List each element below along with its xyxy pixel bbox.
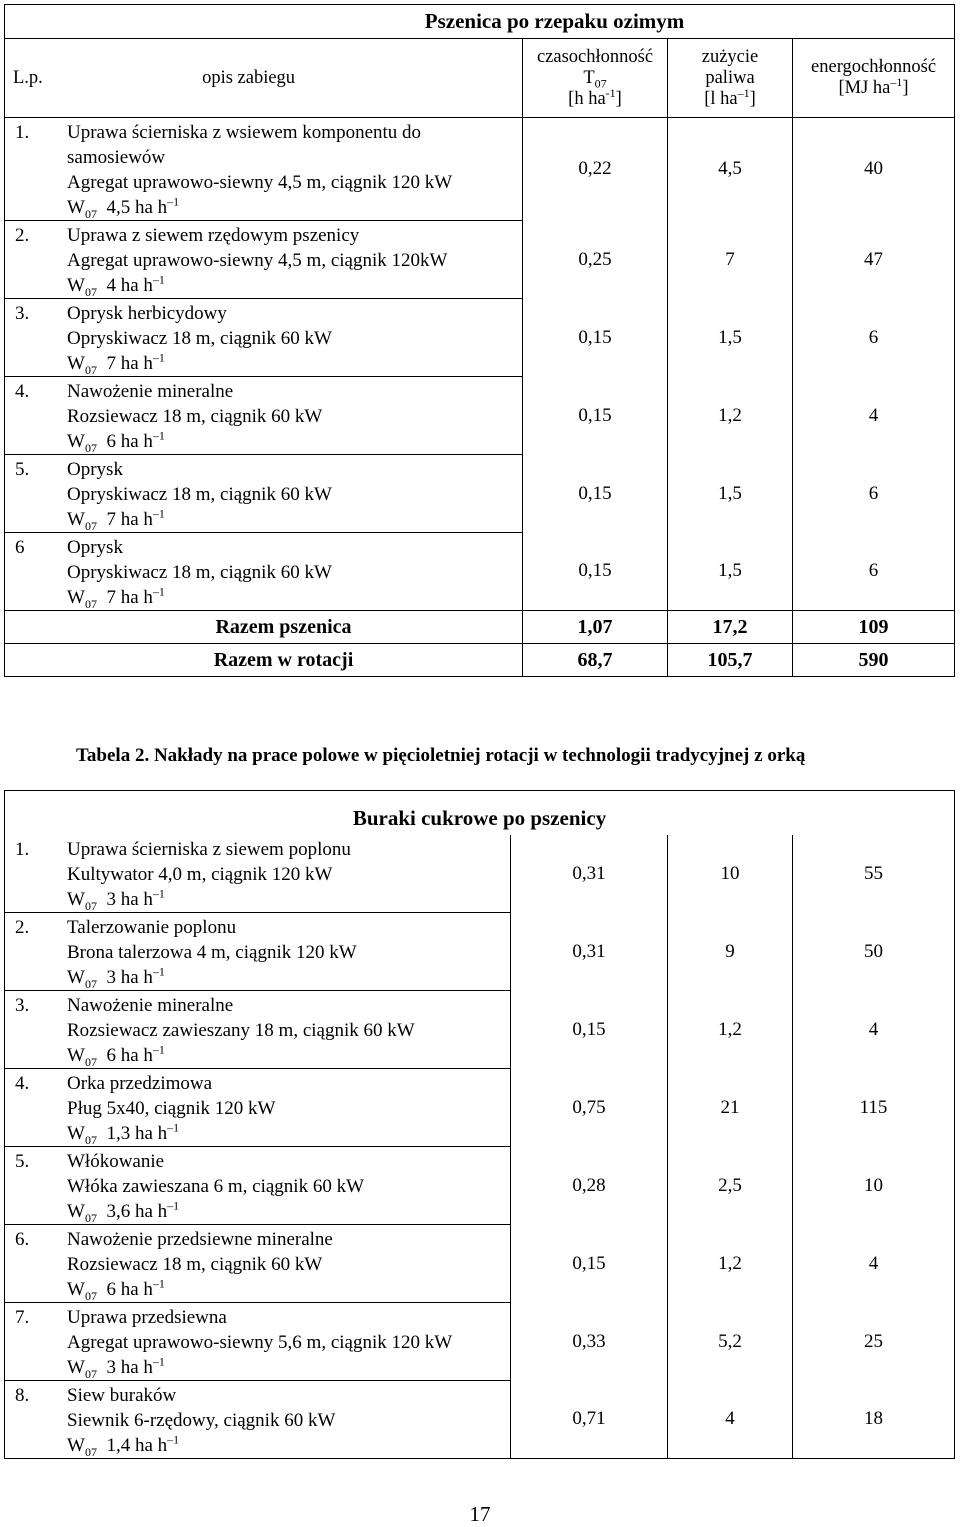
row-description-line: Uprawa z siewem rzędowym pszenicy — [67, 225, 360, 246]
row-description — [5, 1069, 511, 1147]
row-number: 5. — [15, 1151, 30, 1172]
row-energy: 4 — [793, 1225, 955, 1303]
row-description-line: Agregat uprawowo-siewny 5,6 m, ciągnik 120 kW — [67, 1332, 453, 1353]
row-energy: 50 — [793, 913, 955, 991]
row-number: 2. — [15, 225, 30, 246]
table-row — [5, 991, 955, 1069]
row-description-line: Agregat uprawowo-siewny 4,5 m, ciągnik 120 kW — [67, 172, 453, 193]
header-fuel-line2: paliwa — [705, 67, 755, 88]
row-throughput: $W_{07}$ 7 ha $h^{-1}$ — [67, 584, 165, 611]
row-description-line: Kultywator 4,0 m, ciągnik 120 kW — [67, 864, 333, 885]
table-row — [5, 1147, 955, 1225]
row-time: 0,28 — [511, 1147, 668, 1225]
row-fuel: 7 — [668, 221, 793, 299]
header-fuel-line3: [l $ha^{-1}$] — [704, 85, 756, 109]
row-number: 4. — [15, 1073, 30, 1094]
row-description-line: Agregat uprawowo-siewny 4,5 m, ciągnik 120kW — [67, 250, 448, 271]
row-description-line: Włóka zawieszana 6 m, ciągnik 60 kW — [67, 1176, 365, 1197]
row-description — [5, 1147, 511, 1225]
table-caption: Tabela 2. Nakłady na prace polowe w pięcioletniej rotacji w technologii tradycyjnej z orką — [76, 745, 806, 766]
header-fuel — [668, 39, 793, 118]
row-time: 0,15 — [523, 533, 668, 611]
row-time: 0,15 — [511, 1225, 668, 1303]
header-time-line1: czasochłonność — [536, 46, 654, 67]
row-fuel: 1,5 — [668, 299, 793, 377]
row-throughput: $W_{07}$ 1,3 ha $h^{-1}$ — [67, 1120, 180, 1147]
row-description-line: Brona talerzowa 4 m, ciągnik 120 kW — [67, 942, 357, 963]
row-description-line: Oprysk — [67, 459, 123, 480]
table-row — [5, 221, 955, 299]
row-fuel: 1,2 — [668, 377, 793, 455]
row-fuel: 1,5 — [668, 455, 793, 533]
row-description — [5, 377, 523, 455]
table-row — [5, 299, 955, 377]
row-description-line: Opryskiwacz 18 m, ciągnik 60 kW — [67, 328, 332, 349]
row-energy: 47 — [793, 221, 955, 299]
row-number: 7. — [15, 1307, 30, 1328]
row-description — [5, 299, 523, 377]
row-throughput: $W_{07}$ 6 ha $h^{-1}$ — [67, 1042, 165, 1069]
row-time: 0,15 — [523, 299, 668, 377]
total-time: 68,7 — [523, 644, 668, 677]
total-energy: 590 — [793, 644, 955, 677]
total-label: Razem pszenica — [5, 611, 523, 644]
header-energy-line2: [MJ $ha^{-1}$] — [838, 74, 909, 98]
header-desc: opis zabiegu — [202, 67, 296, 88]
row-energy: 18 — [793, 1381, 955, 1459]
table-row — [5, 377, 955, 455]
row-description-line: Uprawa ścierniska z siewem poplonu — [67, 839, 351, 860]
row-number: 1. — [15, 122, 30, 143]
row-throughput: $W_{07}$ 4,5 ha $h^{-1}$ — [67, 194, 180, 221]
row-description-line: Opryskiwacz 18 m, ciągnik 60 kW — [67, 484, 332, 505]
row-time: 0,75 — [511, 1069, 668, 1147]
row-description — [5, 455, 523, 533]
row-description-line: Uprawa ścierniska z wsiewem komponentu do — [67, 122, 422, 143]
row-description — [5, 1225, 511, 1303]
row-description-line: Talerzowanie poplonu — [67, 917, 237, 938]
row-number: 3. — [15, 995, 30, 1016]
table-row — [5, 118, 955, 221]
row-description-line: Włókowanie — [67, 1151, 165, 1172]
row-number: 4. — [15, 381, 30, 402]
row-description — [5, 1381, 511, 1459]
row-energy: 4 — [793, 991, 955, 1069]
row-description — [5, 913, 511, 991]
row-description-line: Siewnik 6-rzędowy, ciągnik 60 kW — [67, 1410, 336, 1431]
row-fuel: 4 — [668, 1381, 793, 1459]
header-time-line2: $T_{07}$ — [583, 67, 607, 91]
total-row — [5, 644, 955, 677]
row-description-line: Rozsiewacz zawieszany 18 m, ciągnik 60 kW — [67, 1020, 415, 1041]
row-throughput: $W_{07}$ 6 ha $h^{-1}$ — [67, 1276, 165, 1303]
row-description-line: Nawożenie mineralne — [67, 995, 234, 1016]
row-number: 3. — [15, 303, 30, 324]
total-fuel: 17,2 — [668, 611, 793, 644]
row-throughput: $W_{07}$ 3 ha $h^{-1}$ — [67, 886, 165, 913]
table-row — [5, 533, 955, 611]
row-description-line: Rozsiewacz 18 m, ciągnik 60 kW — [67, 406, 323, 427]
row-number: 5. — [15, 459, 30, 480]
row-description — [5, 835, 511, 913]
row-time: 0,71 — [511, 1381, 668, 1459]
row-number: 6 — [15, 537, 25, 558]
header-lp-desc — [5, 39, 523, 118]
row-energy: 6 — [793, 455, 955, 533]
row-number: 2. — [15, 917, 30, 938]
row-energy: 10 — [793, 1147, 955, 1225]
row-number: 8. — [15, 1385, 30, 1406]
row-fuel: 2,5 — [668, 1147, 793, 1225]
header-time — [523, 39, 668, 118]
row-throughput: $W_{07}$ 1,4 ha $h^{-1}$ — [67, 1432, 180, 1459]
row-description-line: Nawożenie przedsiewne mineralne — [67, 1229, 333, 1250]
row-description — [5, 1303, 511, 1381]
page-number: 17 — [469, 1502, 491, 1526]
row-fuel: 1,2 — [668, 1225, 793, 1303]
header-energy — [793, 39, 955, 118]
header-energy-line1: energochłonność — [811, 57, 937, 77]
total-energy: 109 — [793, 611, 955, 644]
row-time: 0,25 — [523, 221, 668, 299]
table-wheat — [4, 4, 955, 677]
table-title: Buraki cukrowe po pszenicy — [5, 791, 955, 836]
table-row — [5, 913, 955, 991]
row-time: 0,15 — [523, 455, 668, 533]
table-sugar-beet — [4, 790, 955, 1459]
row-description-line: Pług 5x40, ciągnik 120 kW — [67, 1098, 276, 1119]
row-energy: 6 — [793, 299, 955, 377]
table-title: Pszenica po rzepaku ozimym — [5, 5, 955, 39]
row-description-line: Siew buraków — [67, 1385, 177, 1406]
row-fuel: 10 — [668, 835, 793, 913]
row-throughput: $W_{07}$ 7 ha $h^{-1}$ — [67, 506, 165, 533]
header-fuel-line1: zużycie — [701, 46, 759, 67]
total-label: Razem w rotacji — [5, 644, 523, 677]
table-row — [5, 455, 955, 533]
row-fuel: 21 — [668, 1069, 793, 1147]
row-throughput: $W_{07}$ 7 ha $h^{-1}$ — [67, 350, 165, 377]
row-description-line: Oprysk — [67, 537, 123, 558]
table-row — [5, 1225, 955, 1303]
row-description-line: samosiewów — [67, 147, 166, 168]
table-row — [5, 1069, 955, 1147]
row-number: 1. — [15, 839, 30, 860]
row-fuel: 9 — [668, 913, 793, 991]
header-time-line3: [h $ha^{-1}$] — [568, 85, 622, 109]
row-energy: 40 — [793, 118, 955, 221]
row-description — [5, 533, 523, 611]
row-description-line: Rozsiewacz 18 m, ciągnik 60 kW — [67, 1254, 323, 1275]
row-energy: 25 — [793, 1303, 955, 1381]
row-energy: 55 — [793, 835, 955, 913]
row-description-line: Uprawa przedsiewna — [67, 1307, 227, 1328]
row-throughput: $W_{07}$ 3,6 ha $h^{-1}$ — [67, 1198, 180, 1225]
row-energy: 6 — [793, 533, 955, 611]
row-description-line: Orka przedzimowa — [67, 1073, 213, 1094]
row-description-line: Oprysk herbicydowy — [67, 303, 227, 324]
table-row — [5, 1303, 955, 1381]
table-row — [5, 835, 955, 913]
row-energy: 4 — [793, 377, 955, 455]
row-fuel: 5,2 — [668, 1303, 793, 1381]
row-description — [5, 118, 523, 221]
row-throughput: $W_{07}$ 4 ha $h^{-1}$ — [67, 272, 165, 299]
row-time: 0,15 — [523, 377, 668, 455]
row-throughput: $W_{07}$ 3 ha $h^{-1}$ — [67, 964, 165, 991]
total-row — [5, 611, 955, 644]
row-description — [5, 991, 511, 1069]
row-time: 0,31 — [511, 913, 668, 991]
header-lp: L.p. — [13, 67, 43, 88]
row-number: 6. — [15, 1229, 30, 1250]
row-fuel: 1,5 — [668, 533, 793, 611]
row-fuel: 1,2 — [668, 991, 793, 1069]
row-energy: 115 — [793, 1069, 955, 1147]
row-description-line: Nawożenie mineralne — [67, 381, 234, 402]
total-time: 1,07 — [523, 611, 668, 644]
row-fuel: 4,5 — [668, 118, 793, 221]
total-fuel: 105,7 — [668, 644, 793, 677]
table-row — [5, 1381, 955, 1459]
row-time: 0,33 — [511, 1303, 668, 1381]
row-description — [5, 221, 523, 299]
row-throughput: $W_{07}$ 3 ha $h^{-1}$ — [67, 1354, 165, 1381]
row-throughput: $W_{07}$ 6 ha $h^{-1}$ — [67, 428, 165, 455]
row-description-line: Opryskiwacz 18 m, ciągnik 60 kW — [67, 562, 332, 583]
row-time: 0,31 — [511, 835, 668, 913]
row-time: 0,22 — [523, 118, 668, 221]
row-time: 0,15 — [511, 991, 668, 1069]
